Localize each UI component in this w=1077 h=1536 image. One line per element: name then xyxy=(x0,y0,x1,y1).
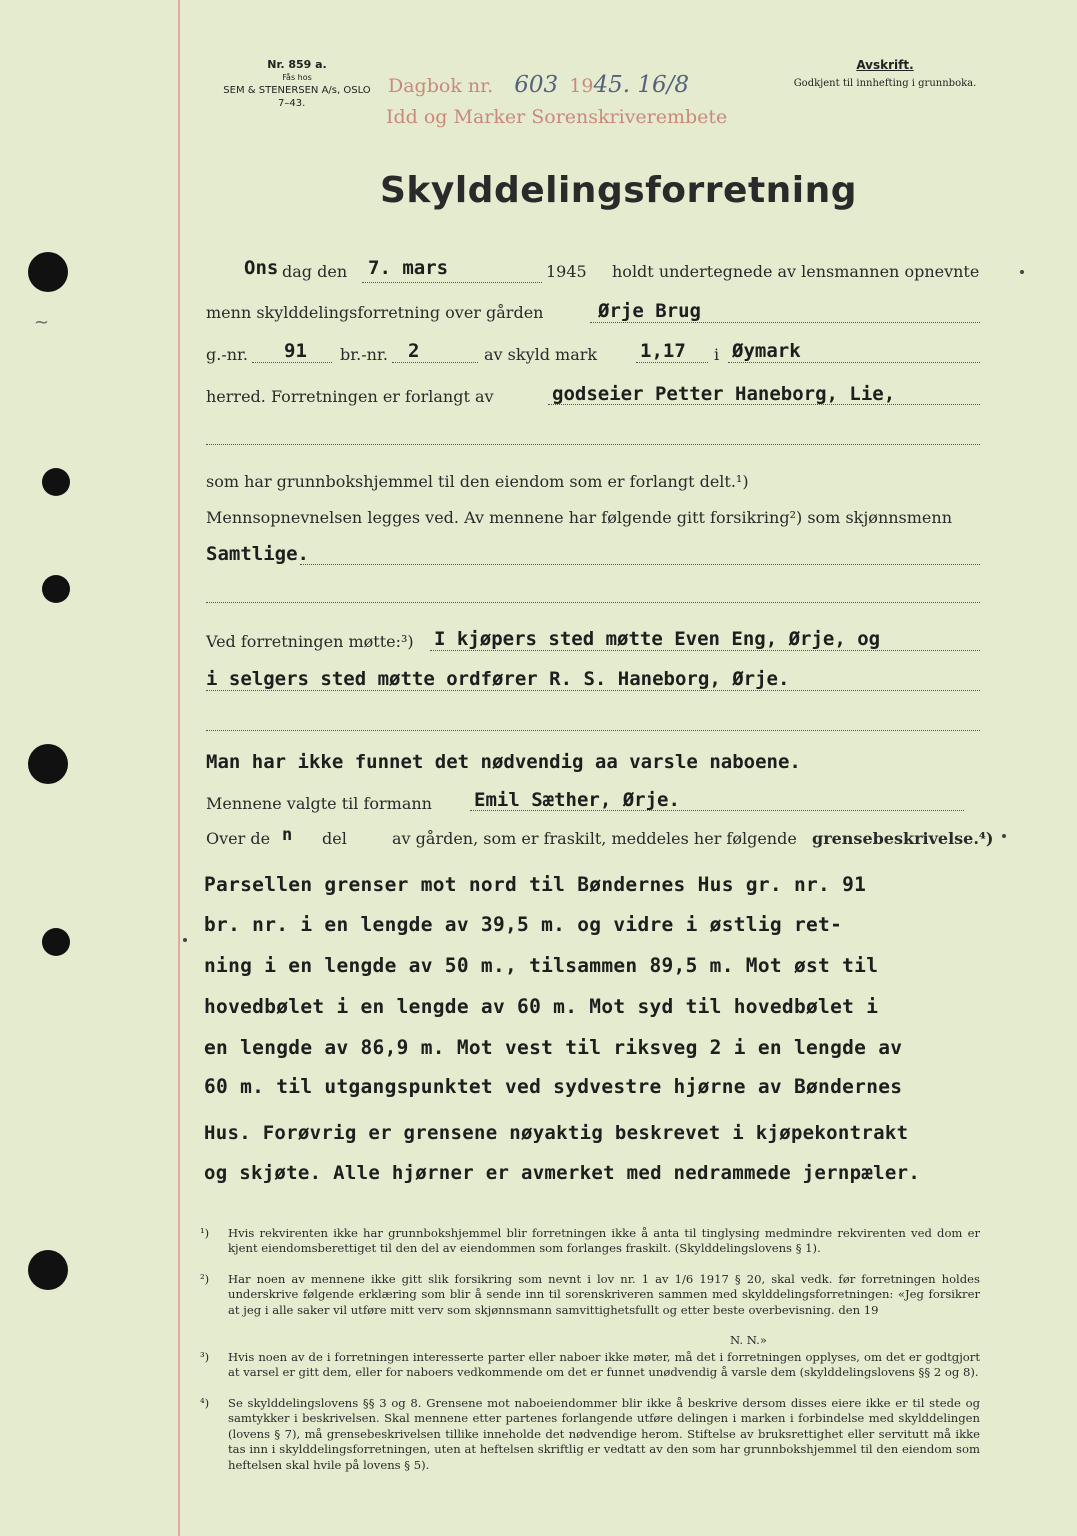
publisher-date: 7–43. xyxy=(278,98,306,109)
gnr-value: 91 xyxy=(284,340,307,362)
description-line: Parsellen grenser mot nord til Bøndernes Hus gr. nr. 91 xyxy=(204,873,867,896)
requester-line xyxy=(548,404,980,405)
punch-hole xyxy=(28,1250,68,1290)
blank-line xyxy=(206,602,980,603)
footnote-text: Har noen av mennene ikke gitt slik forsikring som nevnt i lov nr. 1 av 1/6 1917 § 20, skal vedk. før forretningen holdes underskrive følgende erklæring som blir å sende inn til sorenskriveren sammen med skylddelingsforretningen: «Jeg forsikrer at jeg i alle saker vil utføre mitt verv som skjønnsmann samvittighetsfullt og etter beste overbevisning. den 19 xyxy=(228,1272,980,1317)
over-de-label: Over de xyxy=(206,829,271,848)
i-label: i xyxy=(714,345,720,364)
footnote-text: N. N.» xyxy=(730,1333,767,1347)
mote-value-2: i selgers sted møtte ordfører R. S. Haneborg, Ørje. xyxy=(206,668,790,690)
avskrift-subtitle: Godkjent til innhefting i grunnboka. xyxy=(793,78,977,89)
farm-value: Ørje Brug xyxy=(598,300,701,322)
blank-line xyxy=(206,730,980,731)
footnote xyxy=(200,1272,980,1318)
footnote-signature xyxy=(730,1333,850,1348)
avskrift-title: Avskrift. xyxy=(856,58,914,72)
over-de-value: n xyxy=(282,825,293,845)
publisher-name: SEM & STENERSEN A/s, OSLO xyxy=(223,85,371,96)
description-line: hovedbølet i en lengde av 60 m. Mot syd til hovedbølet i xyxy=(204,995,879,1018)
margin-pencil-note: ~ xyxy=(34,312,50,333)
weekday-value: Ons xyxy=(244,257,279,279)
brnr-line xyxy=(392,362,478,363)
footnote-text: Se skylddelingslovens §§ 3 og 8. Grensene mot naboeiendommer blir ikke å beskrive dersom disses eiere ikke er til stede og samtykker i beskrivelsen. Skal mennene etter partenes forlangende utføre delingen i marken i forbindelse med skylddelingen (lovens § 7), må grensebeskrivelsen tillike inneholde det nødvendige herom. Stiftelse av bruksrettighet eller servitutt må ikke tas inn i skylddelingsforretningen, uten at heftelsen skriftlig er vedtatt av den som har grunnbokshjemmel til den eiendom som heftelsen skal hvile på lovens § 5). xyxy=(228,1396,980,1472)
year-value: 1945 xyxy=(546,262,587,281)
date-line xyxy=(362,282,542,283)
punch-hole xyxy=(42,575,70,603)
garden-label: av gården, som er fraskilt, meddeles her følgende xyxy=(392,829,797,848)
grense-label: grensebeskrivelse.⁴) xyxy=(812,829,994,848)
punch-hole xyxy=(28,252,68,292)
mote-line xyxy=(206,690,980,691)
dagbok-number: 603 xyxy=(514,72,559,98)
brnr-label: br.-nr. xyxy=(340,345,388,364)
date-value: 7. mars xyxy=(368,257,449,279)
footnote-number: ¹) xyxy=(200,1226,210,1240)
footnote xyxy=(200,1396,980,1473)
requester-value: godseier Petter Haneborg, Lie, xyxy=(552,383,896,405)
description-line: og skjøte. Alle hjørner er avmerket med nedrammede jernpæler. xyxy=(204,1162,921,1184)
description-line: 60 m. til utgangspunktet ved sydvestre hjørne av Bøndernes xyxy=(204,1075,903,1098)
municipality-value: Øymark xyxy=(732,340,801,362)
publisher-line: Fås hos xyxy=(282,73,312,82)
dag-den-label: dag den xyxy=(282,262,348,281)
dagbok-stamp xyxy=(388,72,689,98)
naboer-value: Man har ikke funnet det nødvendig aa varsle naboene. xyxy=(206,751,801,773)
formann-value: Emil Sæther, Ørje. xyxy=(474,789,680,811)
gnr-label: g.-nr. xyxy=(206,345,249,364)
avskrift-block xyxy=(780,58,990,89)
page-title: Skylddelingsforretning xyxy=(380,170,858,211)
herred-label: herred. Forretningen er forlangt av xyxy=(206,387,494,406)
footnote xyxy=(200,1350,980,1381)
form-header xyxy=(222,58,372,110)
mote-line xyxy=(430,650,980,651)
skyld-line xyxy=(636,362,708,363)
footnote-number: ²) xyxy=(200,1272,210,1286)
blank-line xyxy=(206,444,980,445)
line1-suffix: holdt undertegnede av lensmannen opnevnte xyxy=(612,262,980,281)
margin-dot xyxy=(1020,270,1024,274)
margin-rule xyxy=(178,0,180,1536)
footnote-number: ⁴) xyxy=(200,1396,210,1410)
farm-label: menn skylddelingsforretning over gården xyxy=(206,303,544,322)
office-stamp: Idd og Marker Sorenskriverembete xyxy=(386,106,728,128)
mote-value-1: I kjøpers sted møtte Even Eng, Ørje, og xyxy=(434,628,881,650)
dagbok-year-date: 45. 16/8 xyxy=(593,72,689,98)
formann-line xyxy=(470,810,964,811)
mote-label: Ved forretningen møtte:³) xyxy=(206,632,414,651)
margin-dot xyxy=(183,938,187,942)
punch-hole xyxy=(42,468,70,496)
description-line: br. nr. i en lengde av 39,5 m. og vidre i østlig ret- xyxy=(204,913,843,936)
grunnbok-text: som har grunnbokshjemmel til den eiendom som er forlangt delt.¹) xyxy=(206,472,749,491)
skyld-label: av skyld mark xyxy=(484,345,598,364)
punch-hole xyxy=(28,744,68,784)
margin-dot xyxy=(1002,834,1006,838)
footnote-number: ³) xyxy=(200,1350,210,1364)
description-line: en lengde av 86,9 m. Mot vest til riksveg 2 i en lengde av xyxy=(204,1036,903,1059)
brnr-value: 2 xyxy=(408,340,420,362)
punch-hole xyxy=(42,928,70,956)
dagbok-label: Dagbok nr. xyxy=(388,75,494,97)
gnr-line xyxy=(252,362,332,363)
formann-label: Mennene valgte til formann xyxy=(206,794,432,813)
footnote xyxy=(200,1226,980,1257)
description-line: Hus. Forøvrig er grensene nøyaktig beskrevet i kjøpekontrakt xyxy=(204,1122,909,1144)
footnote-text: Hvis noen av de i forretningen interesserte parter eller naboer ikke møter, må det i forretningen opplyses, om det er godtgjort at varsel er gitt dem, eller for naboers vedkommende om det er funnet unødvendig å varsle dem (skylddelingslovens §§ 2 og 8). xyxy=(228,1350,980,1380)
municipality-line xyxy=(728,362,980,363)
form-number: Nr. 859 a. xyxy=(267,58,327,71)
samtlige-line xyxy=(300,564,980,565)
del-label: del xyxy=(322,829,347,848)
skyld-value: 1,17 xyxy=(640,340,686,362)
description-line: ning i en lengde av 50 m., tilsammen 89,5 m. Mot øst til xyxy=(204,954,879,977)
footnote-text: Hvis rekvirenten ikke har grunnbokshjemmel blir forretningen ikke å anta til tinglysing medmindre rekvirenten ved dom er kjent eiendomsberettiget til den del av eiendommen som forlanges fraskilt. (Skylddelingslovens § 1). xyxy=(228,1226,980,1256)
menns-text: Mennsopnevnelsen legges ved. Av mennene har følgende gitt forsikring²) som skjønnsmenn xyxy=(206,508,953,527)
farm-line xyxy=(590,322,980,323)
dagbok-year-prefix: 19 xyxy=(569,75,594,97)
samtlige-value: Samtlige. xyxy=(206,543,309,565)
